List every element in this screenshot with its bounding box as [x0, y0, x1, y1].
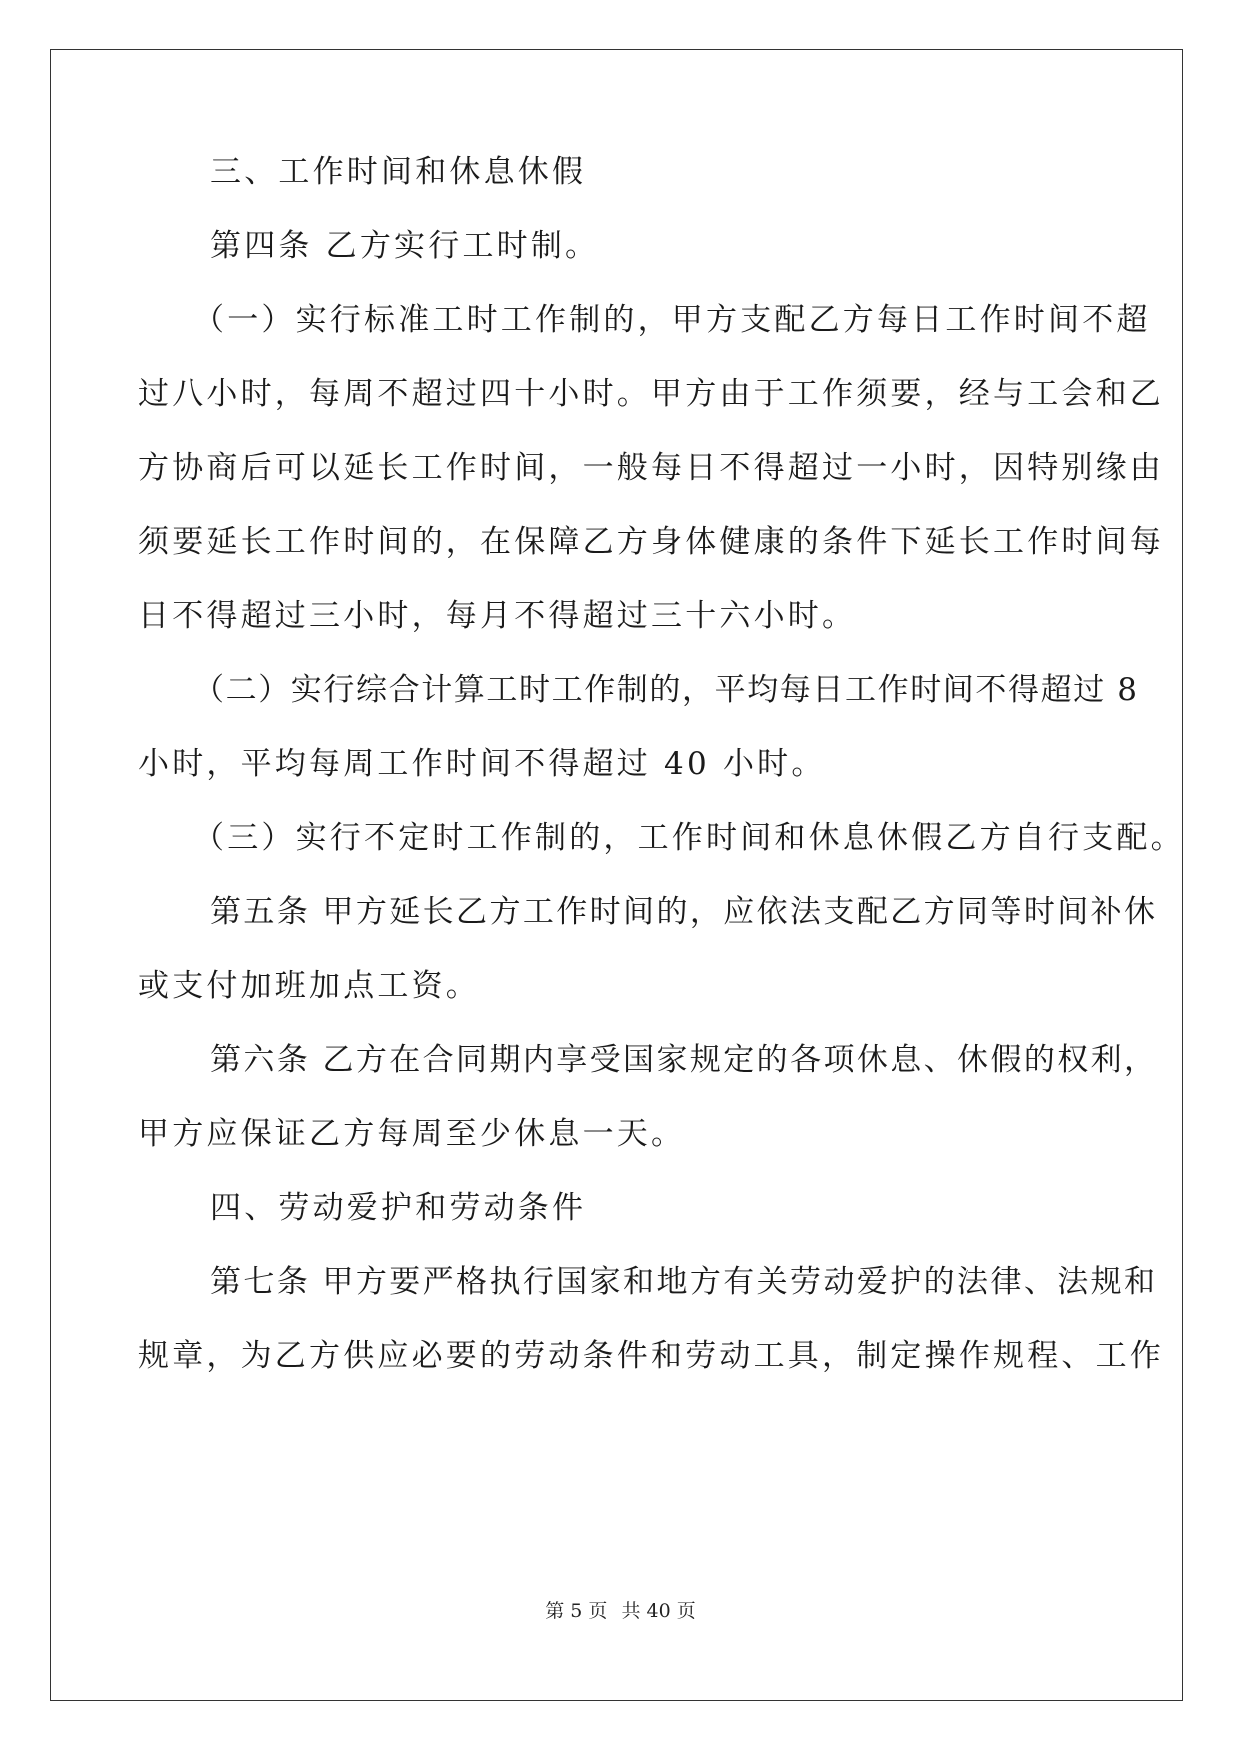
paragraph-line: 甲方应保证乙方每周至少休息一天。 — [138, 1116, 686, 1152]
paragraph-line: 小时，平均每周工作时间不得超过 40 小时。 — [138, 746, 826, 782]
article-line: 第五条 甲方延长乙方工作时间的，应依法支配乙方同等时间补休 — [210, 894, 1158, 930]
article-line: 第六条 乙方在合同期内享受国家规定的各项休息、休假的权利， — [210, 1042, 1158, 1078]
article-line: 第四条 乙方实行工时制。 — [210, 228, 600, 264]
article-line: 第七条 甲方要严格执行国家和地方有关劳动爱护的法律、法规和 — [210, 1264, 1158, 1300]
page-footer — [0, 1599, 1241, 1623]
paragraph-line: （三）实行不定时工作制的，工作时间和休息休假乙方自行支配。 — [193, 820, 1185, 856]
paragraph-line: （二）实行综合计算工时工作制的，平均每日工作时间不得超过 8 — [193, 672, 1139, 708]
page-border — [50, 49, 1183, 1701]
section-heading: 四、劳动爱护和劳动条件 — [210, 1190, 587, 1226]
paragraph-line: 日不得超过三小时，每月不得超过三十六小时。 — [138, 598, 857, 634]
paragraph-line: 方协商后可以延长工作时间，一般每日不得超过一小时，因特别缘由 — [138, 450, 1164, 486]
paragraph-line: 规章，为乙方供应必要的劳动条件和劳动工具，制定操作规程、工作 — [138, 1338, 1164, 1374]
section-heading: 三、工作时间和休息休假 — [210, 154, 587, 190]
paragraph-line: （一）实行标准工时工作制的，甲方支配乙方每日工作时间不超 — [193, 302, 1151, 338]
paragraph-line: 过八小时，每周不超过四十小时。甲方由于工作须要，经与工会和乙 — [138, 376, 1164, 412]
paragraph-line: 须要延长工作时间的，在保障乙方身体健康的条件下延长工作时间每 — [138, 524, 1164, 560]
paragraph-line: 或支付加班加点工资。 — [138, 968, 480, 1004]
page-total: 共 40 页 — [621, 1600, 696, 1622]
page-number: 第 5 页 — [545, 1600, 608, 1622]
